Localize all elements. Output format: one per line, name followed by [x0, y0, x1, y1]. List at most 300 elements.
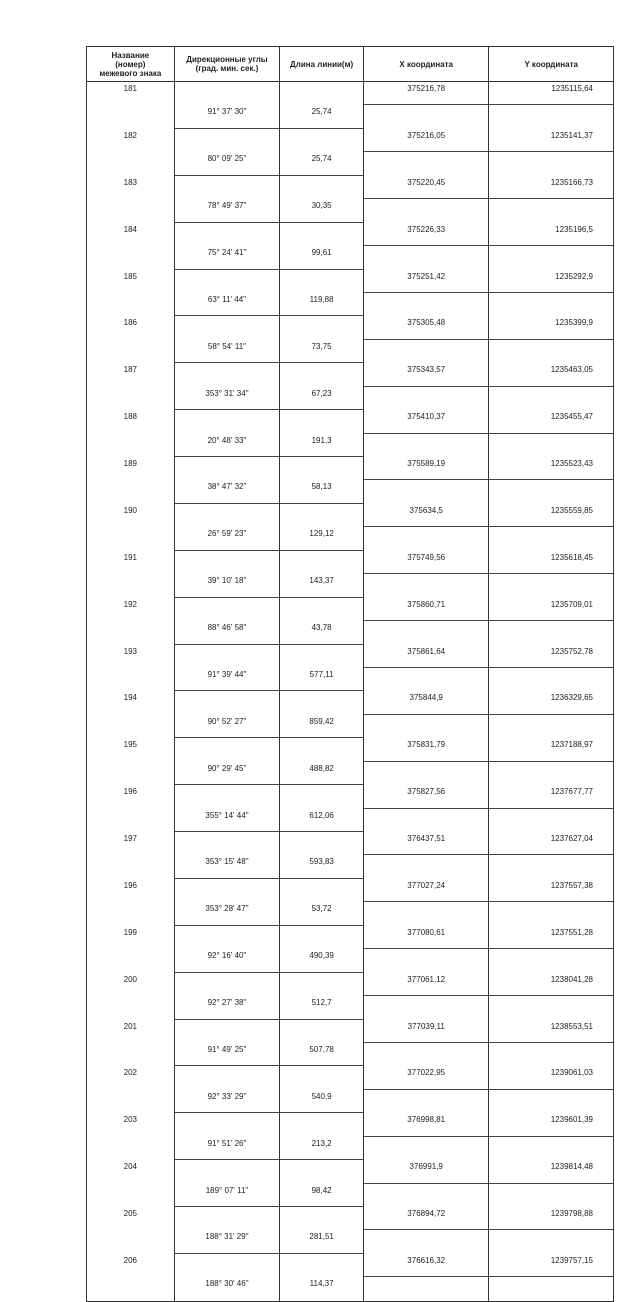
directional-angle-value: 91° 39' 44" — [207, 669, 247, 679]
segment-row — [87, 527, 613, 550]
segment-row — [87, 996, 613, 1019]
empty-cell — [489, 1184, 613, 1207]
empty-cell — [175, 691, 281, 714]
line-length-value: 25,74 — [311, 107, 332, 117]
empty-cell — [489, 855, 613, 878]
length-cell — [280, 668, 364, 691]
line-length-value: 99,61 — [311, 248, 332, 258]
y-coordinate-cell — [489, 457, 613, 480]
empty-cell — [280, 598, 364, 621]
angle-cell — [175, 105, 281, 128]
line-length-value: 67,23 — [311, 388, 332, 398]
directional-angle-value: 353° 28' 47" — [205, 904, 249, 914]
segment-row — [87, 574, 613, 597]
empty-cell — [364, 715, 490, 738]
point-row — [87, 832, 613, 855]
empty-cell — [87, 1090, 175, 1113]
empty-cell — [364, 762, 490, 785]
length-cell — [280, 387, 364, 410]
x-coordinate-cell — [364, 691, 490, 714]
y-coordinate-value: 1235166,73 — [550, 177, 593, 187]
point-number: 184 — [123, 224, 138, 234]
directional-angle-value: 78° 49' 37" — [207, 201, 247, 211]
x-coordinate-value: 375860,71 — [407, 599, 446, 609]
point-name-cell — [87, 973, 175, 996]
y-coordinate-value: 1237557,38 — [550, 880, 593, 890]
empty-cell — [280, 504, 364, 527]
angle-cell — [175, 246, 281, 269]
segment-row — [87, 340, 613, 363]
empty-cell — [87, 527, 175, 550]
segment-row — [87, 1043, 613, 1066]
empty-cell — [280, 176, 364, 199]
point-number: 182 — [123, 130, 138, 140]
x-coordinate-cell — [364, 176, 490, 199]
point-number: 188 — [123, 412, 138, 422]
directional-angle-value: 88° 46' 58" — [207, 623, 247, 633]
angle-cell — [175, 527, 281, 550]
point-number: 189 — [123, 459, 138, 468]
segment-row — [87, 293, 613, 316]
y-coordinate-cell — [489, 176, 613, 199]
table-body — [87, 82, 613, 1301]
x-coordinate-value: 375216,78 — [407, 84, 446, 93]
line-length-value: 490,39 — [309, 951, 334, 961]
point-row — [87, 82, 613, 105]
x-coordinate-cell — [364, 1020, 490, 1043]
header-x-coordinate: X координата — [364, 47, 490, 81]
empty-cell — [87, 1043, 175, 1066]
empty-cell — [364, 1137, 490, 1160]
point-name-cell — [87, 363, 175, 386]
empty-cell — [364, 668, 490, 691]
x-coordinate-cell — [364, 551, 490, 574]
x-coordinate-value: 375844,9 — [409, 693, 443, 703]
y-coordinate-value: 1235115,64 — [551, 84, 593, 93]
angle-cell — [175, 1277, 281, 1300]
length-cell — [280, 1090, 364, 1113]
empty-cell — [87, 762, 175, 785]
x-coordinate-cell — [364, 82, 490, 105]
directional-angle-value: 353° 15' 48" — [205, 857, 249, 867]
x-coordinate-cell — [364, 410, 490, 433]
x-coordinate-value: 377039,11 — [407, 1021, 445, 1031]
x-coordinate-value: 375216,05 — [407, 130, 446, 140]
empty-cell — [175, 457, 281, 480]
x-coordinate-cell — [364, 363, 490, 386]
empty-cell — [280, 1160, 364, 1183]
empty-cell — [489, 387, 613, 410]
empty-cell — [489, 527, 613, 550]
empty-cell — [87, 199, 175, 222]
empty-cell — [364, 1230, 490, 1253]
empty-cell — [364, 434, 490, 457]
empty-cell — [280, 1254, 364, 1277]
empty-cell — [87, 621, 175, 644]
directional-angle-value: 75° 24' 41" — [207, 248, 247, 258]
angle-cell — [175, 949, 281, 972]
point-number: 196 — [123, 787, 138, 797]
empty-cell — [364, 199, 490, 222]
segment-row — [87, 762, 613, 785]
segment-row — [87, 1184, 613, 1207]
y-coordinate-cell — [489, 316, 613, 339]
x-coordinate-cell — [364, 973, 490, 996]
empty-cell — [175, 738, 281, 761]
x-coordinate-value: 375251,42 — [407, 271, 446, 281]
segment-row — [87, 434, 613, 457]
empty-cell — [175, 926, 281, 949]
x-coordinate-value: 376991,9 — [409, 1162, 443, 1172]
empty-cell — [87, 246, 175, 269]
length-cell — [280, 1184, 364, 1207]
empty-cell — [87, 855, 175, 878]
y-coordinate-cell — [489, 1066, 613, 1089]
segment-row — [87, 809, 613, 832]
empty-cell — [175, 504, 281, 527]
length-cell — [280, 152, 364, 175]
y-coordinate-value: 1239757,15 — [550, 1255, 593, 1265]
x-coordinate-cell — [364, 316, 490, 339]
y-coordinate-value: 1239601,39 — [550, 1115, 593, 1125]
point-row — [87, 1020, 613, 1043]
empty-cell — [364, 293, 490, 316]
empty-cell — [489, 996, 613, 1019]
directional-angle-value: 80° 09' 25" — [207, 154, 247, 164]
segment-row — [87, 1137, 613, 1160]
empty-cell — [175, 1160, 281, 1183]
point-name-cell — [87, 645, 175, 668]
empty-cell — [175, 316, 281, 339]
point-number: 183 — [123, 177, 138, 187]
point-name-cell — [87, 410, 175, 433]
x-coordinate-value: 376437,51 — [407, 834, 446, 843]
empty-cell — [489, 949, 613, 972]
line-length-value: 30,35 — [311, 201, 332, 211]
x-coordinate-cell — [364, 645, 490, 668]
point-name-cell — [87, 551, 175, 574]
empty-cell — [175, 973, 281, 996]
angle-cell — [175, 668, 281, 691]
empty-cell — [489, 199, 613, 222]
empty-cell — [280, 645, 364, 668]
length-cell — [280, 434, 364, 457]
y-coordinate-cell — [489, 691, 613, 714]
directional-angle-value: 26° 59' 23" — [207, 529, 247, 539]
line-length-value: 213,2 — [311, 1138, 332, 1148]
point-row — [87, 785, 613, 808]
empty-cell — [489, 1277, 613, 1300]
empty-cell — [489, 105, 613, 128]
empty-cell — [175, 410, 281, 433]
angle-cell — [175, 762, 281, 785]
point-name-cell — [87, 457, 175, 480]
length-cell — [280, 480, 364, 503]
point-number: 206 — [123, 1255, 138, 1265]
empty-cell — [364, 855, 490, 878]
directional-angle-value: 355° 14' 44" — [205, 810, 249, 820]
point-number: 203 — [123, 1115, 138, 1125]
length-cell — [280, 621, 364, 644]
empty-cell — [280, 551, 364, 574]
y-coordinate-value: 1235752,78 — [550, 646, 593, 656]
x-coordinate-cell — [364, 1254, 490, 1277]
empty-cell — [489, 293, 613, 316]
y-coordinate-cell — [489, 926, 613, 949]
x-coordinate-value: 375831,79 — [407, 740, 446, 750]
x-coordinate-cell — [364, 785, 490, 808]
point-row — [87, 691, 613, 714]
empty-cell — [175, 551, 281, 574]
empty-cell — [364, 105, 490, 128]
directional-angle-value: 38° 47' 32" — [207, 482, 247, 492]
y-coordinate-cell — [489, 1113, 613, 1136]
length-cell — [280, 527, 364, 550]
empty-cell — [175, 223, 281, 246]
y-coordinate-value: 1239798,88 — [550, 1209, 593, 1218]
length-cell — [280, 340, 364, 363]
point-row — [87, 551, 613, 574]
table-header — [87, 47, 613, 82]
empty-cell — [175, 598, 281, 621]
y-coordinate-cell — [489, 598, 613, 621]
empty-cell — [87, 1277, 175, 1300]
line-length-value: 191,3 — [311, 435, 332, 445]
directional-angle-value: 91° 49' 25" — [207, 1044, 247, 1054]
empty-cell — [87, 715, 175, 738]
empty-cell — [87, 996, 175, 1019]
x-coordinate-value: 375827,56 — [407, 787, 446, 797]
length-cell — [280, 293, 364, 316]
point-number: 186 — [123, 318, 138, 328]
x-coordinate-value: 377061,12 — [407, 974, 446, 984]
segment-row — [87, 152, 613, 175]
segment-row — [87, 246, 613, 269]
empty-cell — [175, 785, 281, 808]
segment-row — [87, 1230, 613, 1253]
empty-cell — [280, 973, 364, 996]
empty-cell — [87, 340, 175, 363]
x-coordinate-value: 375589,19 — [407, 459, 446, 468]
line-length-value: 512,7 — [311, 998, 332, 1008]
segment-row — [87, 621, 613, 644]
x-coordinate-cell — [364, 926, 490, 949]
empty-cell — [280, 223, 364, 246]
angle-cell — [175, 1230, 281, 1253]
segment-row — [87, 199, 613, 222]
x-coordinate-cell — [364, 504, 490, 527]
point-row — [87, 176, 613, 199]
empty-cell — [364, 527, 490, 550]
segment-row — [87, 387, 613, 410]
point-name-cell — [87, 1254, 175, 1277]
length-cell — [280, 105, 364, 128]
point-row — [87, 457, 613, 480]
y-coordinate-value: 1235709,01 — [550, 599, 593, 609]
length-cell — [280, 1043, 364, 1066]
point-name-cell — [87, 926, 175, 949]
x-coordinate-value: 376998,81 — [407, 1115, 446, 1125]
line-length-value: 53,72 — [311, 904, 332, 914]
length-cell — [280, 715, 364, 738]
empty-cell — [280, 1066, 364, 1089]
y-coordinate-cell — [489, 645, 613, 668]
point-number: 185 — [123, 271, 138, 281]
empty-cell — [280, 82, 364, 105]
line-length-value: 859,42 — [309, 716, 334, 726]
directional-angle-value: 188° 31' 29" — [205, 1232, 249, 1242]
empty-cell — [489, 152, 613, 175]
line-length-value: 143,37 — [309, 576, 334, 586]
angle-cell — [175, 480, 281, 503]
empty-cell — [175, 82, 281, 105]
line-length-value: 25,74 — [311, 154, 332, 164]
x-coordinate-cell — [364, 598, 490, 621]
empty-cell — [489, 246, 613, 269]
empty-cell — [175, 270, 281, 293]
empty-cell — [489, 762, 613, 785]
empty-cell — [87, 1184, 175, 1207]
y-coordinate-value: 1235463,05 — [550, 365, 593, 375]
x-coordinate-value: 375861,64 — [407, 646, 446, 656]
directional-angle-value: 189° 07' 11" — [205, 1185, 249, 1195]
line-length-value: 593,83 — [309, 857, 334, 867]
point-row — [87, 879, 613, 902]
line-length-value: 540,9 — [311, 1091, 332, 1101]
point-number: 195 — [123, 740, 138, 750]
y-coordinate-value: 1236329,65 — [550, 693, 593, 703]
directional-angle-value: 91° 51' 26" — [207, 1138, 247, 1148]
length-cell — [280, 1137, 364, 1160]
y-coordinate-value: 1237677,77 — [550, 787, 593, 797]
point-name-cell — [87, 223, 175, 246]
empty-cell — [175, 832, 281, 855]
y-coordinate-value: 1238553,51 — [550, 1021, 593, 1031]
empty-cell — [364, 902, 490, 925]
length-cell — [280, 996, 364, 1019]
point-name-cell — [87, 1113, 175, 1136]
point-row — [87, 1160, 613, 1183]
empty-cell — [175, 1207, 281, 1230]
y-coordinate-cell — [489, 879, 613, 902]
point-name-cell — [87, 176, 175, 199]
x-coordinate-cell — [364, 457, 490, 480]
x-coordinate-value: 375305,48 — [407, 318, 446, 328]
empty-cell — [175, 363, 281, 386]
empty-cell — [489, 574, 613, 597]
point-row — [87, 270, 613, 293]
y-coordinate-value: 1235455,47 — [550, 412, 593, 422]
line-length-value: 43,78 — [311, 623, 332, 633]
x-coordinate-value: 376616,32 — [407, 1255, 446, 1265]
point-row — [87, 926, 613, 949]
empty-cell — [87, 668, 175, 691]
length-cell — [280, 809, 364, 832]
y-coordinate-value: 1238041,28 — [550, 974, 593, 984]
empty-cell — [364, 949, 490, 972]
length-cell — [280, 762, 364, 785]
y-coordinate-cell — [489, 1207, 613, 1230]
directional-angle-value: 90° 52' 27" — [207, 716, 247, 726]
length-cell — [280, 246, 364, 269]
angle-cell — [175, 809, 281, 832]
line-length-value: 98,42 — [311, 1185, 332, 1195]
point-row — [87, 1254, 613, 1277]
empty-cell — [280, 691, 364, 714]
point-name-cell — [87, 598, 175, 621]
directional-angle-value: 39° 10' 18" — [207, 576, 247, 586]
y-coordinate-value: 1235618,45 — [550, 552, 593, 562]
y-coordinate-value: 1235292,9 — [555, 271, 593, 281]
angle-cell — [175, 715, 281, 738]
empty-cell — [364, 480, 490, 503]
x-coordinate-value: 376894,72 — [407, 1209, 446, 1218]
point-name-cell — [87, 504, 175, 527]
header-y-coordinate: Y координата — [524, 59, 578, 69]
angle-cell — [175, 340, 281, 363]
angle-cell — [175, 387, 281, 410]
header-line-length: Длина линии(м) — [280, 47, 364, 81]
point-row — [87, 504, 613, 527]
empty-cell — [280, 129, 364, 152]
line-length-value: 612,06 — [309, 810, 334, 820]
x-coordinate-value: 375226,33 — [407, 224, 446, 234]
point-number: 202 — [123, 1068, 138, 1078]
angle-cell — [175, 152, 281, 175]
point-row — [87, 645, 613, 668]
empty-cell — [87, 902, 175, 925]
point-number: 197 — [123, 834, 138, 843]
empty-cell — [175, 1066, 281, 1089]
directional-angle-value: 90° 29' 45" — [207, 763, 247, 773]
empty-cell — [87, 152, 175, 175]
empty-cell — [175, 879, 281, 902]
empty-cell — [364, 152, 490, 175]
point-row — [87, 223, 613, 246]
empty-cell — [489, 1230, 613, 1253]
length-cell — [280, 1277, 364, 1300]
point-name-cell — [87, 129, 175, 152]
x-coordinate-cell — [364, 1160, 490, 1183]
empty-cell — [489, 480, 613, 503]
angle-cell — [175, 434, 281, 457]
y-coordinate-cell — [489, 223, 613, 246]
x-coordinate-value: 377022,95 — [407, 1068, 446, 1078]
directional-angle-value: 91° 37' 30" — [207, 107, 247, 117]
point-row — [87, 1066, 613, 1089]
segment-row — [87, 855, 613, 878]
empty-cell — [280, 457, 364, 480]
segment-row — [87, 105, 613, 128]
empty-cell — [364, 621, 490, 644]
empty-cell — [280, 832, 364, 855]
point-number: 201 — [123, 1021, 138, 1031]
y-coordinate-value: 1239814,48 — [550, 1162, 593, 1172]
x-coordinate-cell — [364, 223, 490, 246]
x-coordinate-value: 375220,45 — [407, 177, 446, 187]
empty-cell — [175, 1254, 281, 1277]
point-number: 205 — [123, 1209, 138, 1218]
empty-cell — [280, 316, 364, 339]
x-coordinate-value: 375343,57 — [407, 365, 446, 375]
y-coordinate-value: 1235523,43 — [550, 459, 593, 468]
x-coordinate-value: 375410,37 — [407, 412, 446, 422]
y-coordinate-value: 1235559,85 — [550, 505, 593, 515]
line-length-value: 73,75 — [311, 341, 332, 351]
empty-cell — [280, 879, 364, 902]
point-number: 191 — [123, 552, 138, 562]
empty-cell — [87, 574, 175, 597]
